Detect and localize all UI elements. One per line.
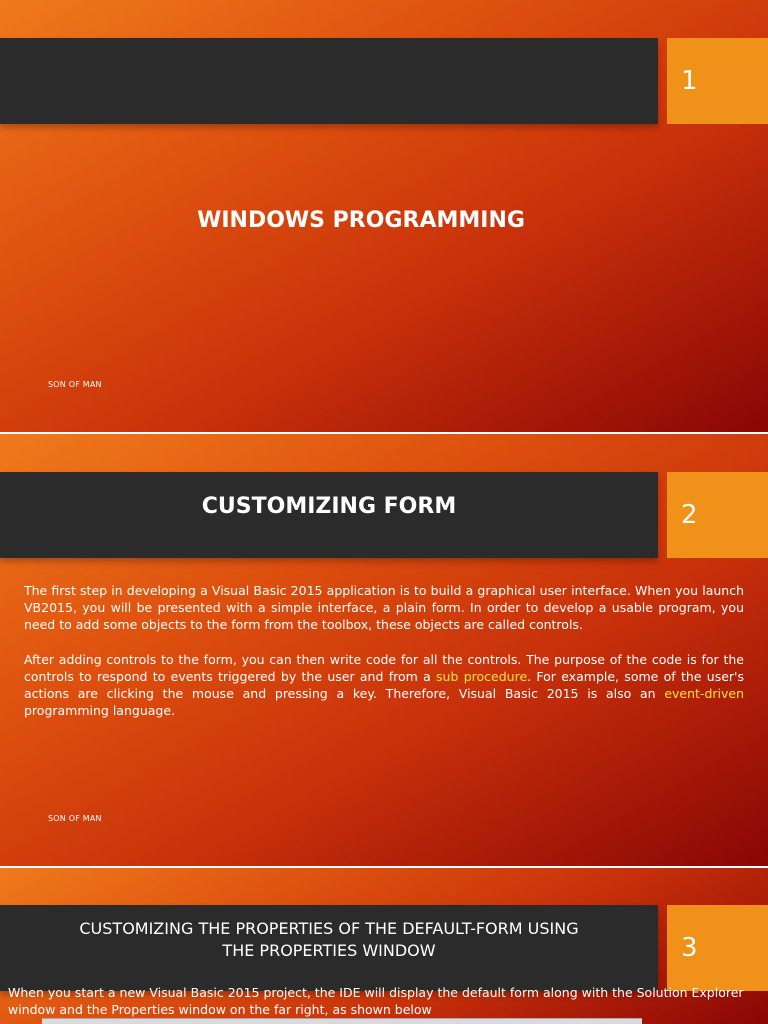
paragraph-text: After adding controls to the form, you can then write code for all the controls. The purpose of the code is for the controls to respond to events triggered by the user and from a	[24, 652, 744, 684]
slide-2	[0, 434, 768, 866]
sub-procedure-link[interactable]: sub procedure	[436, 669, 528, 684]
paragraph-text: . For example, some of the user's actions are clicking the mouse and pressing a key. Therefore, Visual Basic 2015 is also an	[24, 669, 744, 701]
slide-1	[0, 0, 768, 432]
slide-title-bar	[0, 38, 658, 124]
slide-number: 2	[667, 472, 768, 558]
slide-number: 1	[667, 38, 768, 124]
slide-number: 3	[667, 905, 768, 991]
slide-title: WINDOWS PROGRAMMING	[197, 208, 525, 233]
body-paragraph-1: The first step in developing a Visual Basic 2015 application is to build a graphical user interface. When you launch VB2015, you will be presented with a simple interface, a plain form. In order to develop a usable program, you need to add some objects to the form from the toolbox, these objects are called controls.	[24, 583, 744, 632]
body-paragraph: When you start a new Visual Basic 2015 project, the IDE will display the default form along with the Solution Explorer window and the Properties window on the far right, as shown below	[8, 985, 744, 1017]
slide-title-line-1: CUSTOMIZING THE PROPERTIES OF THE DEFAULT-FORM USING	[79, 919, 579, 938]
slide-title: CUSTOMIZING FORM	[201, 494, 457, 519]
slide-footer: SON OF MAN	[48, 814, 102, 823]
slide-title	[24, 918, 634, 962]
slide-title-line-2: THE PROPERTIES WINDOW	[222, 941, 436, 960]
slide-3	[0, 868, 768, 1024]
ide-screenshot-preview	[42, 1018, 642, 1024]
slide-footer: SON OF MAN	[48, 380, 102, 389]
paragraph-text: programming language.	[24, 703, 176, 718]
event-driven-link[interactable]: event-driven	[664, 686, 744, 701]
body-paragraph-2	[24, 651, 744, 719]
